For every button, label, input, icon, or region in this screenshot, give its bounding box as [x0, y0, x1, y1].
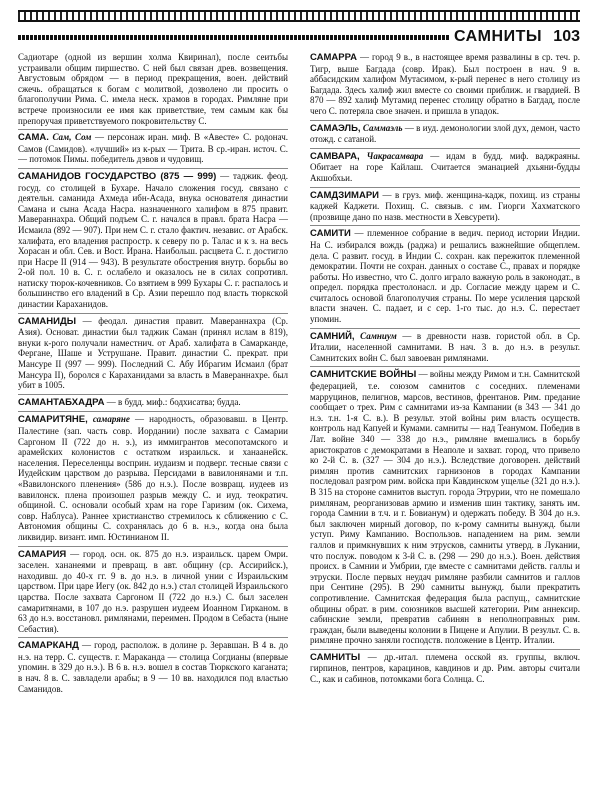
entry-variant-name: Саммаэль	[362, 122, 403, 133]
dictionary-entry	[18, 394, 288, 409]
dictionary-entry	[18, 168, 288, 310]
entry-headword: САМДЗИМАРИ	[310, 189, 380, 201]
dictionary-entry	[18, 52, 288, 126]
dictionary-entry	[310, 148, 580, 184]
entry-variant-name: самаряне	[92, 414, 130, 425]
dictionary-entry	[18, 411, 288, 542]
dictionary-entry	[18, 546, 288, 635]
dictionary-entry	[18, 637, 288, 694]
entry-definition: — войны между Римом и т.н. Самнитской федерацией, т.е. союзом самнитов с соседних. племенами марруцинов, пелигнов, марсов, вестинов, френтанов. Рим. предание сообщает о трех. Рим с самнитами из-за Кампании (в 343 — 341 до н.э. т.н. 1-я С. в.). В результ. этой войны рим власть осуществ. контроль над Капуей и Кумами. самниты — над Теанумом. Победив в Лат. войне 340 — 338 до н.э., римляне вмешались в борьбу аристократов с демократами в Неаполе и захват. город, что привело ко 2-й С. в. (327 — 304 до н.э.). Вследствие договорен. действий римлян против самнитских гарнизонов в городах Кампании последовал разгром рим. войска при Кавдинском ущелье (321 до н.э.). В 315 на стороне самнитов выступ. города Этрурии, что не помешало римлянам, реорганизовав армию и изменив шин тактику, занять им. города Самнии в т.ч. и г. Бовианум) и одержать победу. В 304 до н.э. был заключен мирный договор, по к-рому самниты вынужд. были уступ. Риму Кампанию. Воспользов. нападением на рим. земли галлов и примкнувших к ним этрусков, самниты утверд. в Лукании, что послуж. поводом к 3-й С. в. (298 — 290 до н.э.). Воен. действия происх. в Самнии и Умбрии, где вместе с самнитами действ. галлы и этруски. После первых неудач римляне разбили самнитов и галлов при Сентине (295). В 290 самниты вынужд. были прекратить сопротивление. Самнитская федерация была распущ., самнитские общины обрат. в рим. союзников высшей категории. Рим аннексир. сабинские земли, превратив сабинян в неполноправных рим. граждан, были выведены колонии в Пицене и Апулии. В результ. С. в. римляне прочно заняли господств. положение в Центр. Италии.	[310, 369, 580, 646]
entry-definition: — город, располож. в долине р. Зеравшан. В 4 в. до н.э. на терр. С. существ. г. Мараканда — столица Согдианы (впервые упомин. в 329 до н.э.). В 6 в. н.э. вошел в состав Тюркского каганата; в нач. 8 в. С. завладели арабы; в 9 — 10 вв. находился под властью Саманидов.	[18, 640, 288, 694]
entry-definition: — идам в будд. миф. ваджраяны. Обитает на горе Кайлаш. Считается эманацией дхьяни-будды Акшобхьи.	[310, 150, 580, 183]
entry-headword: САМАРИТЯНЕ,	[18, 414, 88, 426]
entry-definition: — таджик. феод. госуд. со столицей в Бухаре. Начало сложения госуд. связано с деятельн. саманида Ахмеда ибн-Асада, внука основателя династии Самана и сына Асада Насра. назначенного халифом в 875 правит. Мавераннахра. Общий подъем С. г. начался в правл. брата Насра — Исмаила (892 — 907). При нем С. г. стало фактич. независ. от Арабск. халифата, его владения распростр. к северу по р. Талас и к з. на весь Хорасан и обл. Сев. и Вост. Ирана. Наибольш. расцвета С. г. достигло при Насре II (914 — 943). В результате обострения внутр. борьбы во 2-ой пол. 10 в. С. г. ослабело и оказалось не в силах сопротивл. натиску тюрок-кочевников. Со взятием в 999 Бухары С. г. распалось и большинство его владений в Ср. Азии перешло под власть тюркской династии Караханидов.	[18, 170, 288, 310]
entry-definition: Садиотаре (одной из вершин холма Квиринал), после сеитьбы устраивали общим пиршество. С ней был связан древ. возвещения. Августовым обрядом — в период прекращения, воен. действий сжечь. обращаться к богам с молитвой, дозволено ли просить о благополучии Рима. С. имела неск. храмов в городах. Римляне при встрече произносили ее имя как приветствие, тем самым как бы препоручая приветствуемого покровительству С.	[18, 52, 288, 126]
page-number: 103	[553, 28, 580, 45]
entry-definition: — в будд. миф.: бодхисатва; будда.	[106, 396, 241, 407]
entry-headword: САМАНИДЫ	[18, 315, 77, 327]
entry-definition: — в иуд. демонологии злой дух, демон, часто отожд. с сатаной.	[310, 122, 580, 145]
entry-variant-name: Самниум	[360, 330, 397, 341]
entry-variant-name: Сам, Сом	[52, 132, 92, 143]
entry-variant-name: Чакрасамвара	[366, 150, 424, 161]
page-header	[18, 26, 580, 48]
entry-definition: — феодал. династия правит. Мавераннахра (Ср. Азия). Основат. династии был таджик Саман (принял ислам в 819), внуки к-рого получали наместнич. от Араб. халифата в Самарканде, Фергане, Шаше и Уструшане. Правит. династии С. прекрат. при Мансуре II (997 — 999). Последний С. Абу Ибрагим Исмаил (брат Мансура II), боролся с Караханидами за власть в Мавераннахре. был убит в 1005.	[18, 315, 288, 391]
dictionary-entry	[310, 366, 580, 645]
dictionary-entry	[310, 120, 580, 145]
entry-definition: — город 9 в., в настоящее время развалины в ср. теч. р. Тигр, выше Багдада (совр. Ирак). Был построен в нач. 9 в. аббасидским халифом Мутасимом, к-рый перенес в него столицу из Багдада. Здесь халиф жил вместе со своими приближ. и гвардией. В 870 — 892 халиф Мутамид перенес столицу обратно в Багдад, после чего С. потеряла свое значен. и пришла в упадок.	[310, 52, 580, 116]
entry-definition: — др.-итал. племена осской яз. группы, включ. гирпинов, пентров, карацинов, кавдинов и др. Рим. авторы считали С., как и сабинов, потомками бога Солнца. С.	[310, 651, 580, 685]
entry-headword: САМАРИЯ	[18, 548, 67, 560]
entry-definition: — в груз. миф. женщина-кадж, похищ. из страны каджей Каджети. Похищ. С. связыв. с им. Гиорги Хахматского (прозвище дано по назв. местности в Хевсурети).	[310, 189, 580, 222]
entry-headword: САМАРКАНД	[18, 640, 79, 652]
entry-headword: САМИТИ	[310, 228, 351, 240]
dictionary-entry	[18, 129, 288, 165]
entry-headword: САМНИТЫ	[310, 651, 361, 663]
entry-headword: САМАНТАБХАДРА	[18, 396, 105, 408]
entry-headword: САМНИТСКИЕ ВОЙНЫ	[310, 369, 417, 381]
entry-definition: — народность, образовавш. в Центр. Палестине (зап. часть совр. Иордании) после захвата с Самарии Саргоном II (722 до н. э.), из иммигрантов месопотамского и арамейских колонистов с остатком израильск. и ханаанейск. населения. Переселенцы восприн. иудаизм и подверг. тесные связи с Иудейским царством до разрыва. Персидами в вавилонянами и т.п. «Вавилонского пленения» (586 до н.э.). После возвращ. иудеев из вавилонск. плена произошел разрыв между С. и иуд. теократич. общиной. С. основали особый храм на горе Гаризим (ок. Сихема, совр. Наблуса). Раннее христианство стремилось к сближению с С. Автономия общины С. сохранялась до 6 в. н.э., когда она была ликвидир. визант. имп. Юстинианом II.	[18, 414, 288, 542]
dictionary-entry	[310, 649, 580, 685]
dictionary-entry	[310, 225, 580, 324]
running-title: САМНИТЫ	[453, 28, 542, 45]
entry-definition: — персонаж иран. миф. В «Авесте» С. родонач. Самов (Самидов). «лучший» из к-рых — Трита. В ср.-иран. источ. С. — потомок Пимы. победитель дэвов и чудовищ.	[18, 132, 288, 165]
header-ornament-rule	[18, 35, 450, 40]
dictionary-entry	[310, 328, 580, 364]
ornamental-border	[18, 10, 580, 22]
entry-definition: — город. осн. ок. 875 до н.э. израильск. царем Омри. заселен. хананеями и превращ. в авт. общину (ср. Ассирийск.), находивш. до 40-х гг. 9 в. до н.э. в личной унии с Израильским царством. При царе Иегу (ок. 842 до н.э.) стал столицей Израильского царства. После захвата Саргоном II (722 до н.э.) С. был заселен самаритянами, в 107 до н.э. разрушен иудеем Иоанном Гирканом. в 63 до н.э. восстановл. римлянами, переимен. Продом в Себаста (ныне Себастия).	[18, 548, 288, 634]
right-column	[310, 52, 580, 784]
dictionary-entry	[310, 187, 580, 223]
entry-definition: — племенное собрание в ведич. период истории Индии. На С. избирался вождь (раджа) и решались важнейшие общеплем. дела. С развит. госуд. в Индии С. сохран. как пережиток племенной демократии. Почти не сохран. данных о составе С., правах и порядке работы. Но известно, что С. долго играло важную роль в законодат., в определ. порядка престолонасл. и др. Согласие между царем и С. считалось основой благополучия страны. По мере усиления царской власти значен. С. падает, и с сер. 1-го тыс. до н.э. С. перестает упомин.	[310, 228, 580, 325]
dictionary-entry	[310, 52, 580, 117]
entry-headword: САМНИЙ,	[310, 330, 355, 342]
entry-headword: САМА.	[18, 132, 49, 144]
entry-headword: САМАЭЛЬ,	[310, 122, 361, 134]
entry-headword: САМАРРА	[310, 52, 357, 63]
entry-headword: САМАНИДОВ ГОСУДАРСТВО (875 — 999)	[18, 170, 217, 182]
dictionary-entry	[18, 313, 288, 391]
entry-definition: — в древности назв. гористой обл. в Ср. Италии, населенной самнитами. В нач. 3 в. до н.э. в результ. Самнитских войн С. был завоеван римлянами.	[310, 330, 580, 363]
entry-headword: САМВАРА,	[310, 150, 360, 162]
left-column	[18, 52, 288, 784]
